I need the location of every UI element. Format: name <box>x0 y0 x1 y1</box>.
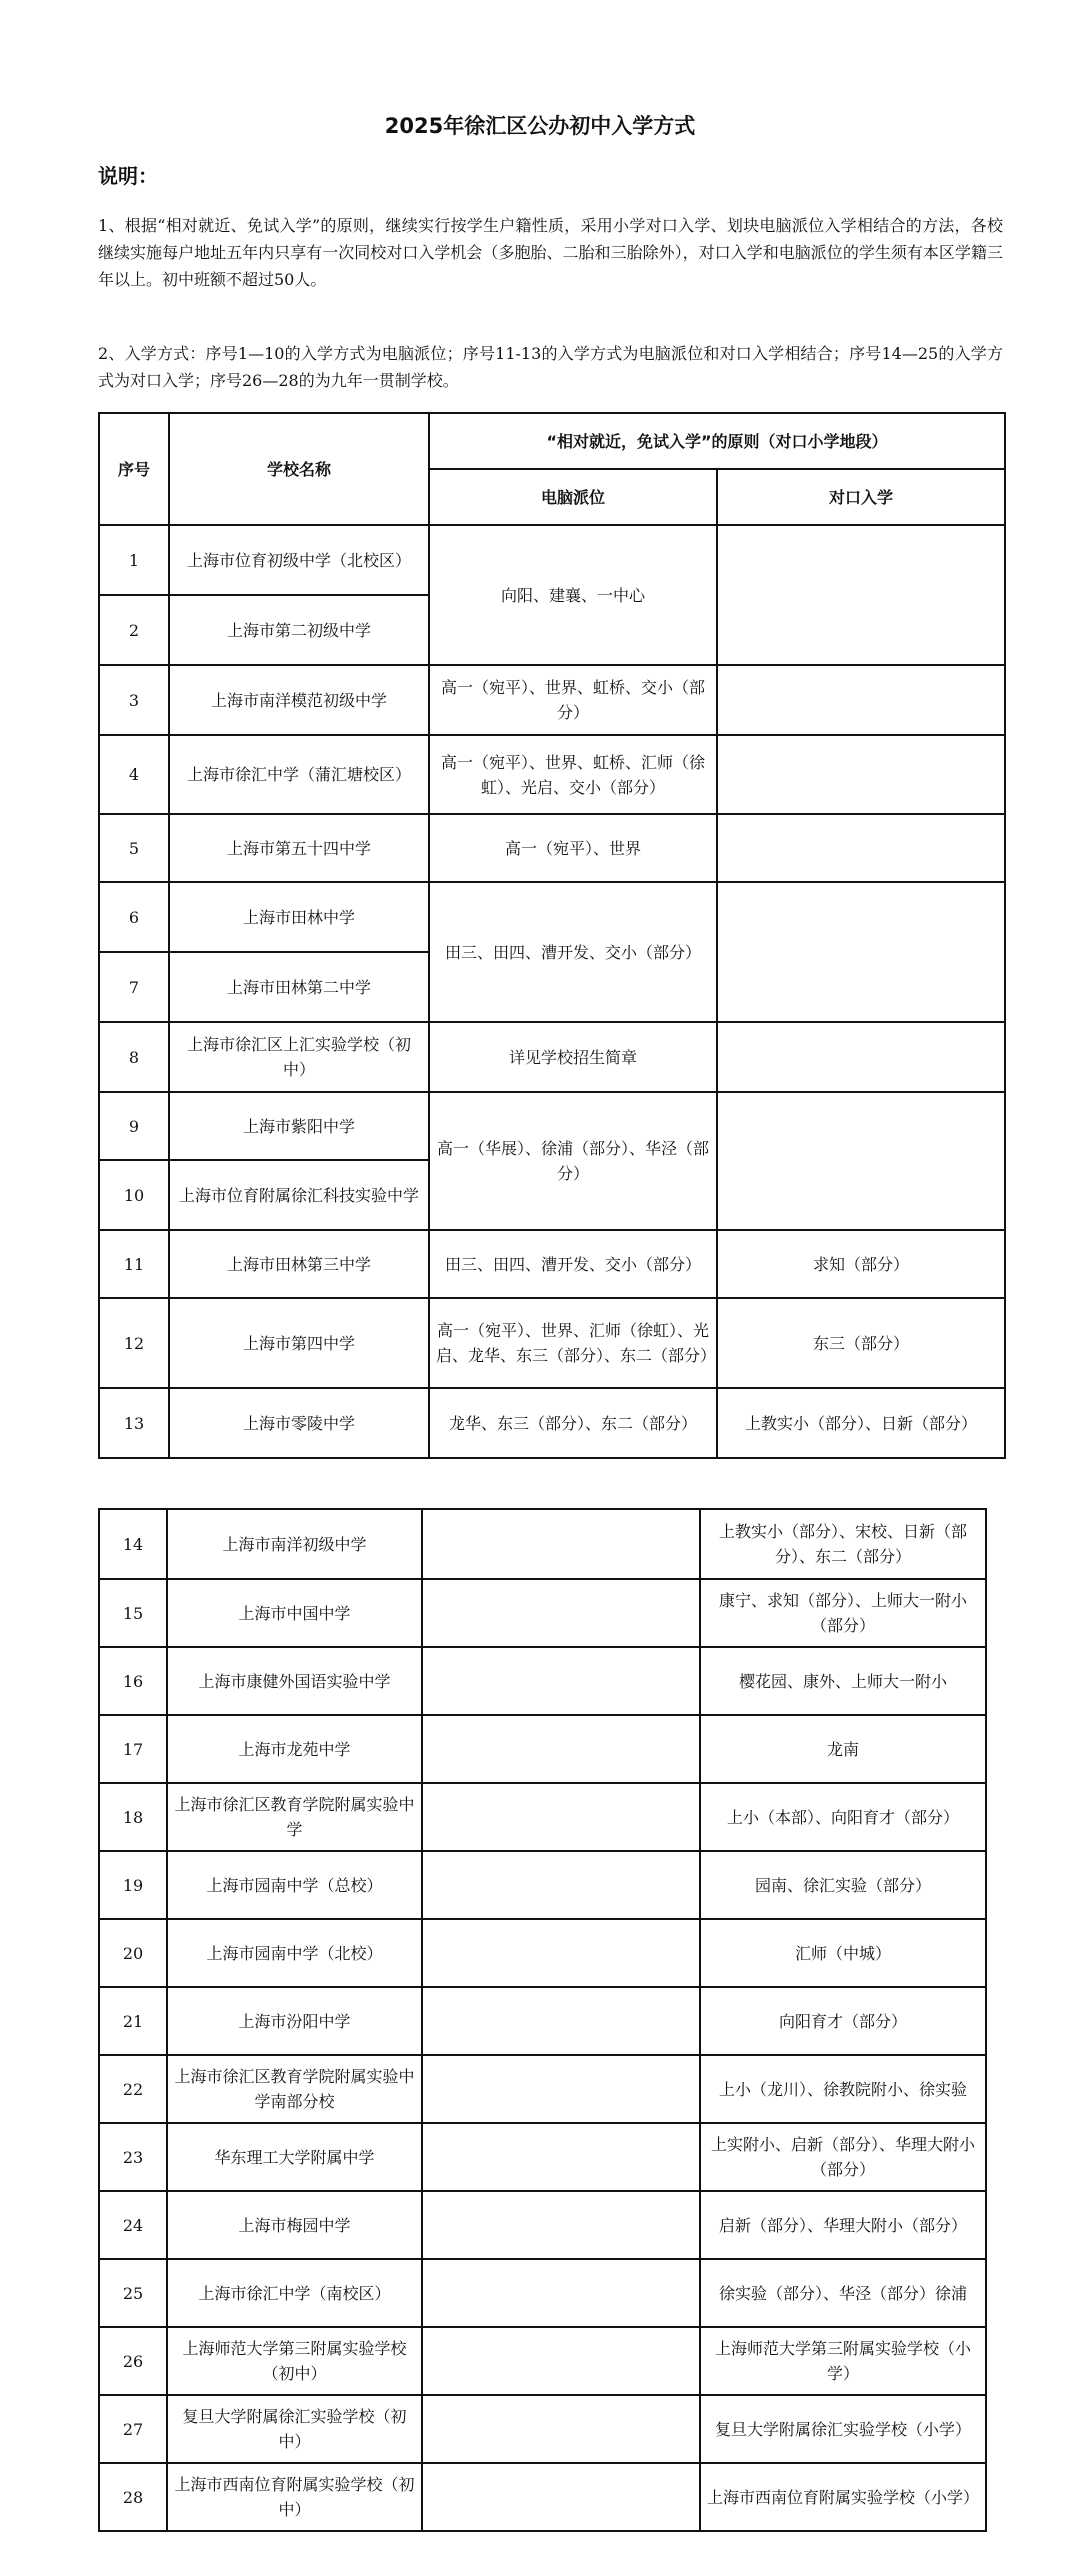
lottery-area: 田三、田四、漕开发、交小（部分） <box>429 882 717 1022</box>
table-row <box>99 1919 986 1987</box>
direct-area <box>717 882 1005 1022</box>
table-row <box>99 735 1005 814</box>
direct-area: 汇师（中城） <box>700 1919 986 1987</box>
row-number: 27 <box>99 2395 167 2463</box>
note-paragraph-2: 2、入学方式：序号1—10的入学方式为电脑派位；序号11-13的入学方式为电脑派位和对口入学相结合；序号14—25的入学方式为对口入学；序号26—28的为九年一贯制学校。 <box>98 344 1003 390</box>
lottery-area: 高一（宛平）、世界、虹桥、汇师（徐虹）、光启、交小（部分） <box>429 735 717 814</box>
table-row <box>99 814 1005 882</box>
direct-area <box>717 1022 1005 1092</box>
row-number: 4 <box>99 735 169 814</box>
direct-area: 上实附小、启新（部分）、华理大附小（部分） <box>700 2123 986 2191</box>
row-number: 24 <box>99 2191 167 2259</box>
school-name: 上海市田林第三中学 <box>169 1230 429 1298</box>
row-number: 20 <box>99 1919 167 1987</box>
direct-area <box>717 1092 1005 1230</box>
lottery-area: 高一（宛平）、世界、汇师（徐虹）、光启、龙华、东三（部分）、东二（部分） <box>429 1298 717 1388</box>
lottery-area <box>422 1647 700 1715</box>
row-number: 18 <box>99 1783 167 1851</box>
lottery-area: 向阳、建襄、一中心 <box>429 525 717 665</box>
lottery-area <box>422 1851 700 1919</box>
lottery-area <box>422 1919 700 1987</box>
row-number: 5 <box>99 814 169 882</box>
school-name: 上海市第四中学 <box>169 1298 429 1388</box>
table-row <box>99 2463 986 2531</box>
note-paragraph-1: 1、根据“相对就近、免试入学”的原则，继续实行按学生户籍性质，采用小学对口入学、划块电脑派位入学相结合的方法，各校继续实施每户地址五年内只享有一次同校对口入学机会（多胞胎、二胎和三胎除外），对口入学和电脑派位的学生须有本区学籍三年以上。初中班额不超过50人。 <box>98 216 1003 289</box>
direct-area <box>717 525 1005 665</box>
row-number: 12 <box>99 1298 169 1388</box>
table-row <box>99 1022 1005 1092</box>
row-number: 21 <box>99 1987 167 2055</box>
notes-heading: 说明： <box>98 164 158 188</box>
school-name: 上海市中国中学 <box>167 1579 422 1647</box>
row-number: 26 <box>99 2327 167 2395</box>
row-number: 2 <box>99 595 169 665</box>
table-row <box>99 525 1005 595</box>
school-name: 上海市徐汇区教育学院附属实验中学南部分校 <box>167 2055 422 2123</box>
direct-area: 樱花园、康外、上师大一附小 <box>700 1647 986 1715</box>
school-name: 上海市第五十四中学 <box>169 814 429 882</box>
lottery-area <box>422 1987 700 2055</box>
row-number: 13 <box>99 1388 169 1458</box>
lottery-area <box>422 1715 700 1783</box>
school-name: 华东理工大学附属中学 <box>167 2123 422 2191</box>
table-row <box>99 665 1005 735</box>
school-name: 上海市零陵中学 <box>169 1388 429 1458</box>
row-number: 10 <box>99 1160 169 1230</box>
direct-area: 向阳育才（部分） <box>700 1987 986 2055</box>
table-row <box>99 1579 986 1647</box>
school-name: 上海市园南中学（总校） <box>167 1851 422 1919</box>
direct-area: 园南、徐汇实验（部分） <box>700 1851 986 1919</box>
table-row <box>99 1783 986 1851</box>
row-number: 17 <box>99 1715 167 1783</box>
school-name: 上海市西南位育附属实验学校（初中） <box>167 2463 422 2531</box>
direct-area: 上教实小（部分）、宋校、日新（部分）、东二（部分） <box>700 1509 986 1579</box>
lottery-area <box>422 2191 700 2259</box>
row-number: 15 <box>99 1579 167 1647</box>
row-number: 22 <box>99 2055 167 2123</box>
table-row <box>99 1230 1005 1298</box>
lottery-area <box>422 2123 700 2191</box>
lottery-area <box>422 2395 700 2463</box>
table-row <box>99 2259 986 2327</box>
school-name: 上海市徐汇区教育学院附属实验中学 <box>167 1783 422 1851</box>
direct-area: 上小（本部）、向阳育才（部分） <box>700 1783 986 1851</box>
direct-area <box>717 665 1005 735</box>
lottery-area: 高一（华展）、徐浦（部分）、华泾（部分） <box>429 1092 717 1230</box>
school-name: 上海市龙苑中学 <box>167 1715 422 1783</box>
lottery-area: 详见学校招生简章 <box>429 1022 717 1092</box>
page-title: 2025年徐汇区公办初中入学方式 <box>384 114 696 138</box>
row-number: 7 <box>99 952 169 1022</box>
table-row <box>99 1298 1005 1388</box>
row-number: 28 <box>99 2463 167 2531</box>
school-name: 上海市第二初级中学 <box>169 595 429 665</box>
direct-area: 上教实小（部分）、日新（部分） <box>717 1388 1005 1458</box>
direct-area: 东三（部分） <box>717 1298 1005 1388</box>
lottery-area <box>422 2259 700 2327</box>
direct-area: 上小（龙川）、徐教院附小、徐实验 <box>700 2055 986 2123</box>
row-number: 3 <box>99 665 169 735</box>
header-principle: “相对就近，免试入学”的原则（对口小学地段） <box>429 413 1005 469</box>
school-name: 上海市位育初级中学（北校区） <box>169 525 429 595</box>
lottery-area: 高一（宛平）、世界 <box>429 814 717 882</box>
lottery-area <box>422 2055 700 2123</box>
lottery-area <box>422 1509 700 1579</box>
lottery-area: 田三、田四、漕开发、交小（部分） <box>429 1230 717 1298</box>
row-number: 23 <box>99 2123 167 2191</box>
direct-area: 康宁、求知（部分）、上师大一附小（部分） <box>700 1579 986 1647</box>
header-lottery: 电脑派位 <box>429 469 717 525</box>
school-name: 上海市园南中学（北校） <box>167 1919 422 1987</box>
school-name: 复旦大学附属徐汇实验学校（初中） <box>167 2395 422 2463</box>
row-number: 11 <box>99 1230 169 1298</box>
table-row <box>99 1715 986 1783</box>
school-name: 上海市田林第二中学 <box>169 952 429 1022</box>
row-number: 16 <box>99 1647 167 1715</box>
lottery-area <box>422 2463 700 2531</box>
table-row <box>99 1388 1005 1458</box>
direct-area: 复旦大学附属徐汇实验学校（小学） <box>700 2395 986 2463</box>
school-name: 上海市南洋模范初级中学 <box>169 665 429 735</box>
row-number: 1 <box>99 525 169 595</box>
school-name: 上海师范大学第三附属实验学校（初中） <box>167 2327 422 2395</box>
admission-table-part-1 <box>98 412 1006 1459</box>
direct-area: 徐实验（部分）、华泾（部分）徐浦 <box>700 2259 986 2327</box>
row-number: 8 <box>99 1022 169 1092</box>
table-row <box>99 2191 986 2259</box>
direct-area: 上海师范大学第三附属实验学校（小学） <box>700 2327 986 2395</box>
row-number: 6 <box>99 882 169 952</box>
school-name: 上海市徐汇区上汇实验学校（初中） <box>169 1022 429 1092</box>
lottery-area: 高一（宛平）、世界、虹桥、交小（部分） <box>429 665 717 735</box>
school-name: 上海市位育附属徐汇科技实验中学 <box>169 1160 429 1230</box>
table-row <box>99 2395 986 2463</box>
admission-table-part-2 <box>98 1508 987 2532</box>
table-row <box>99 1092 1005 1160</box>
school-name: 上海市徐汇中学（蒲汇塘校区） <box>169 735 429 814</box>
header-number: 序号 <box>99 413 169 525</box>
lottery-area <box>422 2327 700 2395</box>
direct-area: 上海市西南位育附属实验学校（小学） <box>700 2463 986 2531</box>
direct-area: 龙南 <box>700 1715 986 1783</box>
table-row <box>99 1647 986 1715</box>
table-row <box>99 2055 986 2123</box>
table-row <box>99 2123 986 2191</box>
direct-area <box>717 735 1005 814</box>
row-number: 14 <box>99 1509 167 1579</box>
row-number: 19 <box>99 1851 167 1919</box>
direct-area: 求知（部分） <box>717 1230 1005 1298</box>
lottery-area <box>422 1783 700 1851</box>
table-row <box>99 1509 986 1579</box>
table-row <box>99 882 1005 952</box>
lottery-area <box>422 1579 700 1647</box>
school-name: 上海市紫阳中学 <box>169 1092 429 1160</box>
row-number: 9 <box>99 1092 169 1160</box>
header-school-name: 学校名称 <box>169 413 429 525</box>
school-name: 上海市徐汇中学（南校区） <box>167 2259 422 2327</box>
school-name: 上海市汾阳中学 <box>167 1987 422 2055</box>
direct-area: 启新（部分）、华理大附小（部分） <box>700 2191 986 2259</box>
school-name: 上海市田林中学 <box>169 882 429 952</box>
table-row <box>99 2327 986 2395</box>
lottery-area: 龙华、东三（部分）、东二（部分） <box>429 1388 717 1458</box>
school-name: 上海市康健外国语实验中学 <box>167 1647 422 1715</box>
direct-area <box>717 814 1005 882</box>
school-name: 上海市南洋初级中学 <box>167 1509 422 1579</box>
table-row <box>99 1851 986 1919</box>
row-number: 25 <box>99 2259 167 2327</box>
table-row <box>99 1987 986 2055</box>
header-direct-admission: 对口入学 <box>717 469 1005 525</box>
school-name: 上海市梅园中学 <box>167 2191 422 2259</box>
